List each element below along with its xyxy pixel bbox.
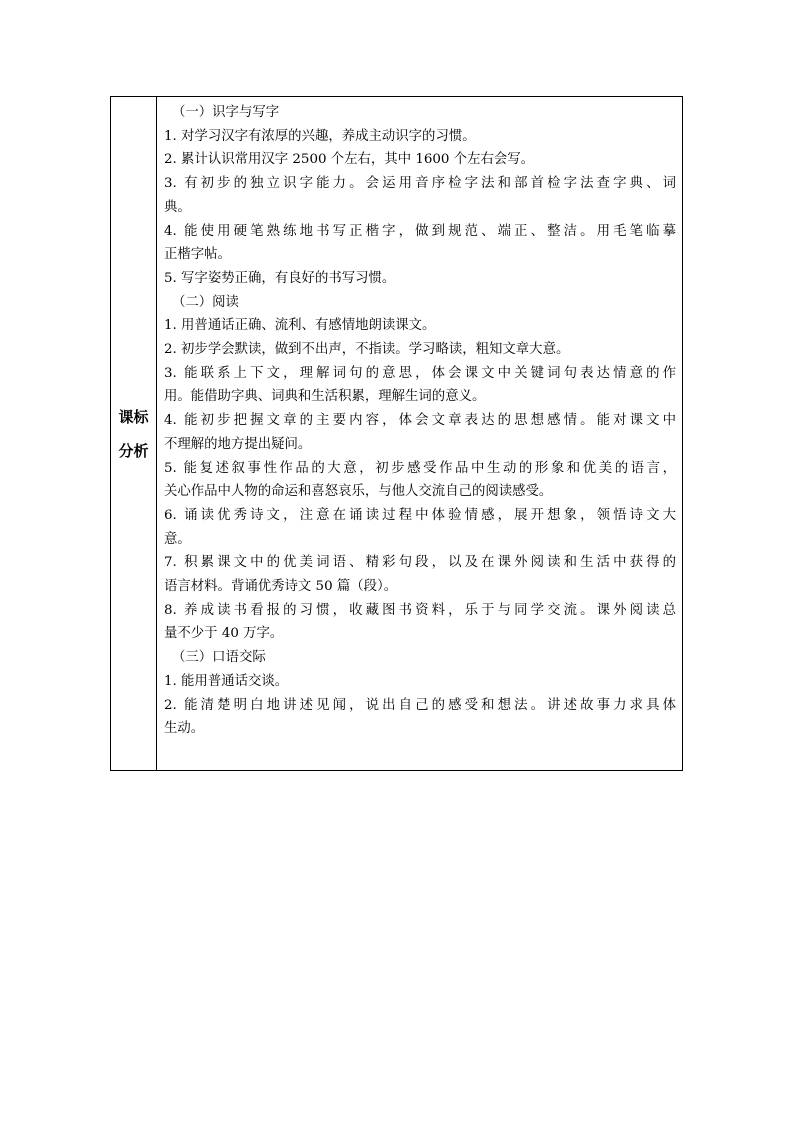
content-cell [157, 97, 682, 770]
text-line: 4. 能初步把握文章的主要内容，体会文章表达的思想感情。能对课文中 [164, 413, 676, 429]
text-line: 2. 能清楚明白地讲述见闻，说出自己的感受和想法。讲述故事力求具体 [164, 697, 676, 713]
text-line: 生动。 [164, 721, 205, 737]
text-line: 用。能借助字典、词典和生活积累，理解生词的意义。 [164, 389, 486, 405]
text-line: 8. 养成读书看报的习惯，收藏图书资料，乐于与同学交流。课外阅读总 [164, 602, 676, 618]
section-heading: （三）口语交际 [172, 650, 266, 666]
text-line: 3. 能联系上下文，理解词句的意思，体会课文中关键词句表达情意的作 [164, 365, 676, 381]
text-line: 意。 [164, 531, 191, 547]
text-line: 1. 能用普通话交谈。 [164, 673, 289, 689]
text-line: 不理解的地方提出疑问。 [164, 436, 312, 452]
text-line: 5. 写字姿势正确，有良好的书写习惯。 [164, 270, 396, 286]
text-line: 典。 [164, 199, 191, 215]
text-line: 关心作品中人物的命运和喜怒哀乐，与他人交流自己的阅读感受。 [164, 484, 553, 500]
text-line: 2. 初步学会默读，做到不出声，不指读。学习略读，粗知文章大意。 [164, 342, 570, 358]
text-line: 7. 积累课文中的优美词语、精彩句段，以及在课外阅读和生活中获得的 [164, 555, 676, 571]
row-label-line-2: 分析 [118, 441, 149, 460]
text-line: 6. 诵读优秀诗文，注意在诵读过程中体验情感，展开想象，领悟诗文大 [164, 507, 676, 523]
text-line: 量不少于 40 万字。 [164, 626, 284, 642]
section-heading: （一）识字与写字 [172, 105, 280, 120]
row-label-line-1: 课标 [118, 407, 149, 426]
text-line: 3. 有初步的独立识字能力。会运用音序检字法和部首检字法查字典、词 [164, 176, 676, 192]
text-line: 正楷字帖。 [164, 247, 231, 263]
text-line: 1. 对学习汉字有浓厚的兴趣，养成主动识字的习惯。 [164, 128, 476, 144]
row-label-cell [111, 97, 157, 770]
text-line: 4. 能使用硬笔熟练地书写正楷字，做到规范、端正、整洁。用毛笔临摹 [164, 223, 676, 239]
text-line: 2. 累计认识常用汉字 2500 个左右，其中 1600 个左右会写。 [164, 152, 535, 168]
text-line: 语言材料。背诵优秀诗文 50 篇（段）。 [164, 579, 398, 595]
section-heading: （二）阅读 [172, 294, 239, 310]
curriculum-standard-table [110, 96, 683, 771]
text-line: 5. 能复述叙事性作品的大意，初步感受作品中生动的形象和优美的语言， [164, 460, 676, 476]
text-line: 1. 用普通话正确、流利、有感情地朗读课文。 [164, 318, 436, 334]
